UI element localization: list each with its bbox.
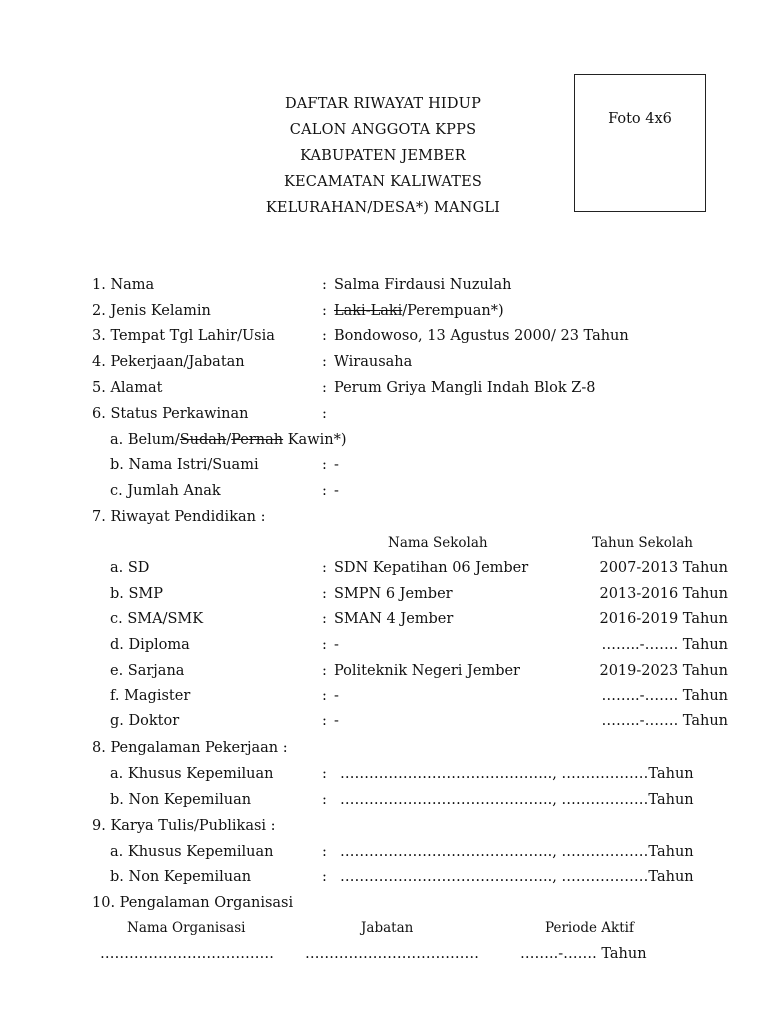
doc-kecamatan: KECAMATAN KALIWATES — [283, 174, 483, 190]
field-colon: : — [322, 586, 327, 602]
row-sekolah: SDN Kepatihan 06 Jember — [334, 560, 529, 576]
organisasi-periode: ……..-……. Tahun — [520, 946, 647, 962]
section-karya: 9. Karya Tulis/Publikasi : — [92, 818, 276, 834]
field-colon: : — [322, 792, 327, 808]
field-label-alamat: 5. Alamat — [92, 380, 163, 396]
struck-option: Laki-Laki — [334, 303, 403, 319]
field-colon: : — [322, 766, 327, 782]
field-colon: : — [322, 406, 327, 422]
field-colon: : — [322, 328, 327, 344]
doc-subtitle: CALON ANGGOTA KPPS — [289, 122, 477, 138]
row-tahun: ……..-……. Tahun — [601, 713, 728, 729]
row-label: b. Non Kepemiluan — [110, 869, 252, 885]
field-label-jumlah-anak: c. Jumlah Anak — [110, 483, 221, 499]
field-status-a — [110, 432, 347, 448]
row-label: b. Non Kepemiluan — [110, 792, 252, 808]
row-label: g. Doktor — [110, 713, 180, 729]
row-tahun: ……..-……. Tahun — [601, 688, 728, 704]
status-slash: / — [226, 432, 232, 448]
row-value: …………………………………….., ………………Tahun — [340, 766, 694, 782]
field-colon: : — [322, 380, 327, 396]
row-sekolah: - — [334, 637, 339, 653]
field-colon: : — [322, 713, 327, 729]
doc-kabupaten: KABUPATEN JEMBER — [300, 148, 466, 164]
field-colon: : — [322, 303, 327, 319]
field-label-pekerjaan: 4. Pekerjaan/Jabatan — [92, 354, 245, 370]
row-value: …………………………………….., ………………Tahun — [340, 844, 694, 860]
photo-box — [574, 74, 706, 212]
section-organisasi: 10. Pengalaman Organisasi — [92, 895, 294, 911]
organisasi-jabatan: ……………………………… — [305, 946, 479, 962]
doc-title: DAFTAR RIWAYAT HIDUP — [284, 96, 482, 112]
row-value: …………………………………….., ………………Tahun — [340, 869, 694, 885]
row-label: e. Sarjana — [110, 663, 185, 679]
field-colon: : — [322, 869, 327, 885]
status-suffix: Kawin*) — [283, 432, 347, 448]
row-sekolah: - — [334, 688, 339, 704]
field-colon: : — [322, 277, 327, 293]
section-pengalaman: 8. Pengalaman Pekerjaan : — [92, 740, 288, 756]
field-label-ttl: 3. Tempat Tgl Lahir/Usia — [92, 328, 275, 344]
struck-option: Sudah — [179, 432, 227, 448]
doc-kelurahan: KELURAHAN/DESA*) MANGLI — [265, 200, 501, 216]
row-label: b. SMP — [110, 586, 164, 602]
row-label: a. Khusus Kepemiluan — [110, 844, 274, 860]
row-sekolah: - — [334, 713, 339, 729]
row-label: a. Khusus Kepemiluan — [110, 766, 274, 782]
field-value-ttl: Bondowoso, 13 Agustus 2000/ 23 Tahun — [334, 328, 629, 344]
field-colon: : — [322, 483, 327, 499]
field-colon: : — [322, 637, 327, 653]
col-header-sekolah: Nama Sekolah — [388, 535, 488, 551]
field-colon: : — [322, 354, 327, 370]
row-label: a. SD — [110, 560, 150, 576]
field-value-pekerjaan: Wirausaha — [334, 354, 413, 370]
field-value-pasangan: - — [334, 457, 339, 473]
selected-option: /Perempuan*) — [402, 303, 504, 319]
col-header-jabatan: Jabatan — [361, 920, 414, 936]
row-label: d. Diploma — [110, 637, 190, 653]
field-label-status: 6. Status Perkawinan — [92, 406, 249, 422]
field-colon: : — [322, 663, 327, 679]
photo-label: Foto 4x6 — [608, 111, 672, 127]
row-tahun: ……..-……. Tahun — [601, 637, 728, 653]
row-tahun: 2019-2023 Tahun — [599, 663, 728, 679]
field-colon: : — [322, 844, 327, 860]
row-label: f. Magister — [110, 688, 191, 704]
field-value-jumlah-anak: - — [334, 483, 339, 499]
field-label-nama: 1. Nama — [92, 277, 155, 293]
field-value-alamat: Perum Griya Mangli Indah Blok Z-8 — [334, 380, 596, 396]
field-colon: : — [322, 688, 327, 704]
field-colon: : — [322, 457, 327, 473]
row-sekolah: SMAN 4 Jember — [334, 611, 454, 627]
section-pendidikan: 7. Riwayat Pendidikan : — [92, 509, 266, 525]
row-value: …………………………………….., ………………Tahun — [340, 792, 694, 808]
field-label-pasangan: b. Nama Istri/Suami — [110, 457, 259, 473]
row-tahun: 2016-2019 Tahun — [599, 611, 728, 627]
row-label: c. SMA/SMK — [110, 611, 204, 627]
row-sekolah: SMPN 6 Jember — [334, 586, 453, 602]
field-label-jenis-kelamin: 2. Jenis Kelamin — [92, 303, 211, 319]
row-sekolah: Politeknik Negeri Jember — [334, 663, 520, 679]
col-header-tahun: Tahun Sekolah — [592, 535, 693, 551]
struck-option: Pernah — [231, 432, 284, 448]
row-tahun: 2007-2013 Tahun — [599, 560, 728, 576]
field-value-nama: Salma Firdausi Nuzulah — [334, 277, 512, 293]
field-colon: : — [322, 560, 327, 576]
field-value-jenis-kelamin — [334, 303, 504, 319]
row-tahun: 2013-2016 Tahun — [599, 586, 728, 602]
organisasi-nama: ……………………………… — [100, 946, 274, 962]
col-header-nama-organisasi: Nama Organisasi — [127, 920, 246, 936]
field-colon: : — [322, 611, 327, 627]
status-prefix: a. Belum/ — [110, 432, 180, 448]
col-header-periode: Periode Aktif — [545, 920, 634, 936]
